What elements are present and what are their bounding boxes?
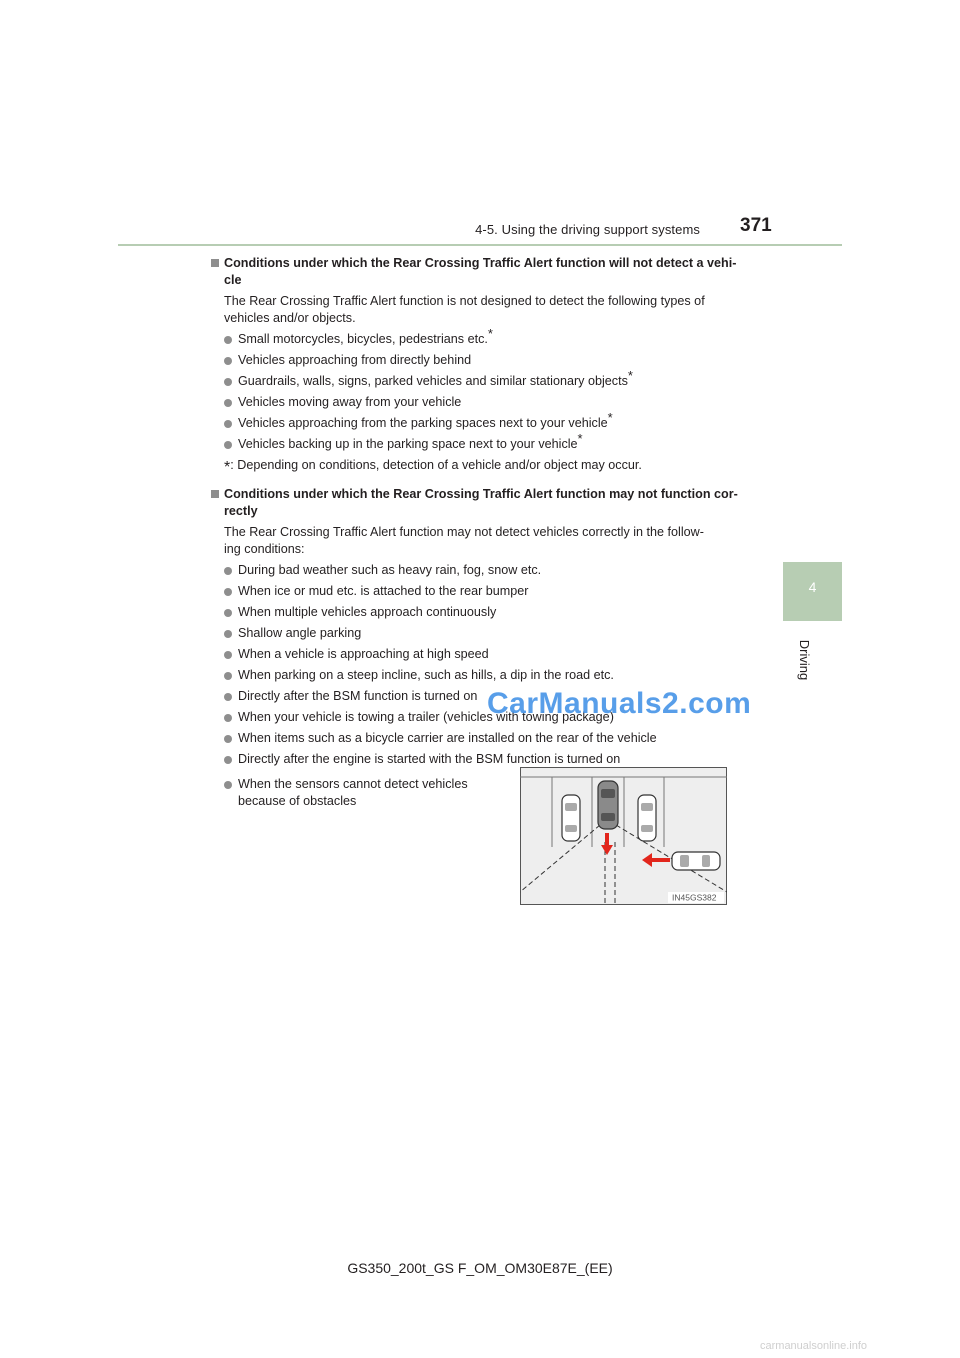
site-watermark: carmanualsonline.info xyxy=(760,1340,868,1352)
bullet-icon xyxy=(224,357,232,365)
bullet-icon xyxy=(224,588,232,596)
document-footer: GS350_200t_GS F_OM_OM30E87E_(EE) xyxy=(347,1260,613,1276)
diagram-code: IN45GS382 xyxy=(672,892,717,903)
header-rule xyxy=(118,244,842,246)
list-item: Vehicles moving away from your vehicle xyxy=(211,394,751,411)
parked-car-left xyxy=(562,795,580,841)
list-item: When ice or mud etc. is attached to the rear bumper xyxy=(211,583,751,600)
page-content xyxy=(211,255,751,814)
list-item: Vehicles approaching from directly behind xyxy=(211,352,751,369)
list-item: When the sensors cannot detect vehicles because of obstacles xyxy=(211,776,508,810)
own-vehicle xyxy=(598,781,618,829)
list-item: During bad weather such as heavy rain, fog, snow etc. xyxy=(211,562,751,579)
square-bullet-icon xyxy=(211,259,219,267)
list-item: Shallow angle parking xyxy=(211,625,751,642)
list-item: When items such as a bicycle carrier are installed on the rear of the vehicle xyxy=(211,730,751,747)
list-item: When parking on a steep incline, such as hills, a dip in the road etc. xyxy=(211,667,751,684)
section-heading: Conditions under which the Rear Crossing Traffic Alert function may not function cor- rectly xyxy=(211,486,751,520)
list-item: When multiple vehicles approach continuously xyxy=(211,604,751,621)
list-item: Vehicles approaching from the parking spaces next to your vehicle* xyxy=(211,415,751,432)
bullet-icon xyxy=(224,399,232,407)
bullet-icon xyxy=(224,693,232,701)
bullet-icon xyxy=(224,714,232,722)
list-item: When your vehicle is towing a trailer (vehicles with towing package) xyxy=(211,709,751,726)
bullet-icon xyxy=(224,781,232,789)
bullet-icon xyxy=(224,567,232,575)
rear-crossing-diagram xyxy=(520,767,727,905)
parked-car-right xyxy=(638,795,656,841)
watermark-logo: CarManuals2.com xyxy=(487,687,752,720)
bullet-icon xyxy=(224,378,232,386)
chapter-tab[interactable] xyxy=(783,562,842,621)
square-bullet-icon xyxy=(211,490,219,498)
list-item: Directly after the BSM function is turned on xyxy=(211,688,751,705)
list-item: Vehicles backing up in the parking space next to your vehicle* xyxy=(211,436,751,453)
section-intro: The Rear Crossing Traffic Alert function may not detect vehicles correctly in the follow- ing conditions: xyxy=(224,525,704,556)
list-item: Directly after the engine is started with the BSM function is turned on xyxy=(211,751,751,768)
approaching-car xyxy=(672,852,720,870)
section-title: 4-5. Using the driving support systems xyxy=(475,222,700,237)
bullet-icon xyxy=(224,672,232,680)
bullet-icon xyxy=(224,651,232,659)
bullet-icon xyxy=(224,420,232,428)
list-item: Small motorcycles, bicycles, pedestrians etc.* xyxy=(211,331,751,348)
bullet-icon xyxy=(224,756,232,764)
section-heading: Conditions under which the Rear Crossing Traffic Alert function will not detect a vehi- cle xyxy=(211,255,751,289)
list-item: When a vehicle is approaching at high speed xyxy=(211,646,751,663)
chapter-label: Driving xyxy=(797,639,812,681)
bullet-icon xyxy=(224,441,232,449)
chapter-number: 4 xyxy=(808,579,817,595)
list-item: Guardrails, walls, signs, parked vehicles and similar stationary objects* xyxy=(211,373,751,390)
footnote: *: Depending on conditions, detection of a vehicle and/or object may occur. xyxy=(224,458,642,476)
section-intro: The Rear Crossing Traffic Alert function is not designed to detect the following types of vehicles and/or objects. xyxy=(224,294,705,325)
bullet-icon xyxy=(224,609,232,617)
bullet-icon xyxy=(224,735,232,743)
bullet-icon xyxy=(224,630,232,638)
bullet-icon xyxy=(224,336,232,344)
page-number: 371 xyxy=(740,215,772,236)
